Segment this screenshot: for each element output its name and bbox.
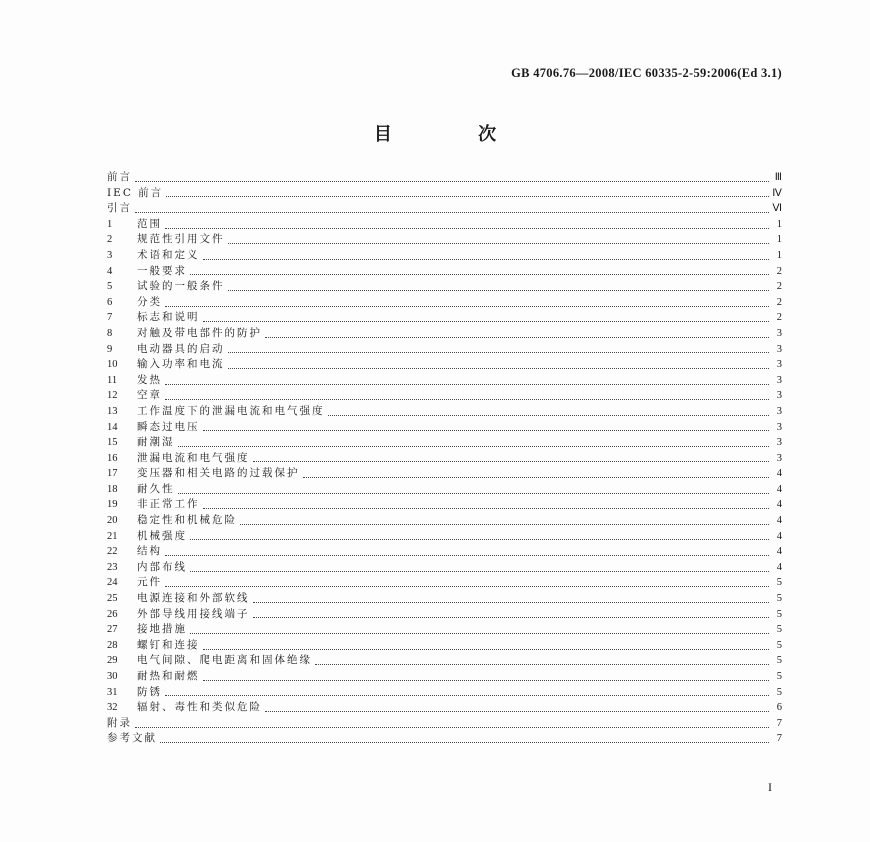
toc-entry-number: 23 — [107, 561, 118, 573]
toc-entry-number: 28 — [107, 639, 118, 651]
toc-entry-label: 工作温度下的泄漏电流和电气强度 — [137, 404, 325, 417]
toc-entry[interactable] — [107, 388, 782, 404]
toc-entry[interactable] — [107, 653, 782, 669]
toc-leader-dots — [240, 523, 769, 525]
toc-leader-dots — [135, 180, 769, 182]
toc-entry-number: 8 — [107, 327, 113, 339]
toc-entry-number: 11 — [107, 374, 118, 386]
toc-entry-label: 耐久性 — [137, 482, 175, 495]
toc-entry-label: 结构 — [137, 545, 162, 558]
toc-entry-label: 输入功率和电流 — [137, 358, 225, 371]
toc-entry-page: 5 — [776, 639, 782, 651]
table-of-contents — [107, 170, 782, 747]
toc-entry[interactable] — [107, 404, 782, 420]
toc-entry[interactable] — [107, 186, 782, 202]
toc-leader-dots — [165, 383, 769, 385]
toc-entry-number: 3 — [107, 249, 113, 261]
toc-entry[interactable] — [107, 232, 782, 248]
toc-entry[interactable] — [107, 638, 782, 654]
toc-entry-label: 空章 — [137, 389, 162, 402]
toc-entry-number: 30 — [107, 671, 118, 682]
toc-entry-number: 14 — [107, 421, 118, 433]
toc-entry-number: 27 — [107, 624, 118, 636]
toc-entry-page: 5 — [776, 577, 782, 589]
toc-entry-page: Ⅳ — [772, 187, 782, 199]
toc-leader-dots — [203, 679, 770, 681]
page-number: I — [768, 780, 772, 794]
toc-entry-page: 4 — [776, 530, 782, 542]
toc-entry-number: 10 — [107, 359, 118, 371]
toc-entry-number: 5 — [107, 281, 113, 293]
toc-leader-dots — [203, 507, 770, 509]
toc-entry[interactable] — [107, 482, 782, 498]
toc-entry-page: 3 — [776, 390, 782, 402]
toc-entry-page: 5 — [776, 671, 782, 682]
toc-entry[interactable] — [107, 279, 782, 295]
toc-leader-dots — [166, 195, 769, 197]
toc-entry-label: 规范性引用文件 — [137, 233, 225, 246]
toc-entry-label: 稳定性和机械危险 — [137, 514, 237, 527]
toc-entry-number: 17 — [107, 468, 118, 480]
toc-leader-dots — [160, 741, 769, 743]
toc-entry[interactable] — [107, 622, 782, 638]
toc-leader-dots — [178, 492, 770, 494]
toc-entry-page: 3 — [776, 343, 782, 355]
toc-entry[interactable] — [107, 435, 782, 451]
page-title: 目 次 — [373, 124, 537, 145]
toc-entry-page: 5 — [776, 608, 782, 620]
toc-entry-page: 4 — [776, 499, 782, 511]
toc-entry-page: 1 — [776, 234, 782, 246]
toc-entry[interactable] — [107, 326, 782, 342]
toc-entry[interactable] — [107, 497, 782, 513]
toc-entry-label: 瞬态过电压 — [137, 420, 200, 433]
toc-entry-label: 标志和说明 — [137, 311, 200, 324]
toc-leader-dots — [228, 367, 770, 369]
toc-entry-page: 1 — [776, 249, 782, 261]
toc-entry-number: 19 — [107, 499, 118, 511]
toc-entry-label: 对触及带电部件的防护 — [137, 326, 262, 339]
toc-entry[interactable] — [107, 607, 782, 623]
toc-entry-label: 发热 — [137, 373, 162, 386]
toc-leader-dots — [228, 351, 770, 353]
toc-entry-page: 2 — [776, 296, 782, 308]
toc-entry[interactable] — [107, 700, 782, 716]
toc-entry-page: 6 — [776, 702, 782, 714]
toc-entry-page: 4 — [776, 546, 782, 558]
toc-entry-number: 32 — [107, 702, 118, 714]
toc-leader-dots — [135, 211, 769, 213]
toc-entry[interactable] — [107, 575, 782, 591]
toc-leader-dots — [203, 320, 770, 322]
toc-entry[interactable] — [107, 201, 782, 217]
toc-leader-dots — [135, 726, 769, 728]
toc-entry-label: 范围 — [137, 217, 162, 230]
toc-entry-number: 24 — [107, 577, 118, 589]
toc-entry-label: 防锈 — [137, 685, 162, 698]
toc-leader-dots — [253, 616, 770, 618]
toc-entry[interactable] — [107, 373, 782, 389]
toc-entry-page: 2 — [776, 281, 782, 293]
toc-entry-page: 2 — [776, 312, 782, 324]
toc-entry-page: 1 — [776, 218, 782, 230]
toc-entry-label: 附录 — [107, 716, 132, 729]
toc-leader-dots — [203, 429, 770, 431]
toc-entry-page: 4 — [776, 561, 782, 573]
toc-entry-label: IEC 前言 — [107, 186, 164, 199]
toc-leader-dots — [228, 289, 770, 291]
toc-leader-dots — [165, 694, 769, 696]
toc-entry-number: 18 — [107, 483, 118, 495]
toc-leader-dots — [165, 554, 769, 556]
toc-leader-dots — [253, 460, 770, 462]
toc-leader-dots — [165, 227, 769, 229]
toc-entry-page: 3 — [776, 374, 782, 386]
toc-entry-label: 变压器和相关电路的过载保护 — [137, 467, 300, 480]
toc-entry-number: 21 — [107, 530, 118, 542]
toc-entry[interactable] — [107, 420, 782, 436]
toc-entry-label: 一般要求 — [137, 264, 187, 277]
toc-leader-dots — [203, 648, 770, 650]
toc-leader-dots — [190, 632, 769, 634]
toc-entry-page: 3 — [776, 421, 782, 433]
toc-leader-dots — [253, 601, 770, 603]
toc-entry[interactable] — [107, 357, 782, 373]
toc-entry-number: 20 — [107, 515, 118, 527]
toc-entry-page: 7 — [776, 717, 782, 729]
toc-leader-dots — [165, 305, 769, 307]
toc-entry-page: 4 — [776, 468, 782, 480]
toc-entry-page: 5 — [776, 593, 782, 605]
toc-entry[interactable] — [107, 170, 782, 186]
toc-entry[interactable] — [107, 451, 782, 467]
toc-entry-label: 非正常工作 — [137, 498, 200, 511]
toc-entry-page: 7 — [776, 733, 782, 745]
toc-entry-label: 元件 — [137, 576, 162, 589]
toc-entry-page: 3 — [776, 452, 782, 464]
toc-entry-label: 电动器具的启动 — [137, 342, 225, 355]
toc-entry-page: 5 — [776, 686, 782, 698]
toc-entry-label: 耐潮湿 — [137, 436, 175, 449]
toc-entry-number: 15 — [107, 437, 118, 449]
toc-entry[interactable] — [107, 591, 782, 607]
toc-entry-page: 5 — [776, 624, 782, 636]
toc-entry-label: 外部导线用接线端子 — [137, 607, 250, 620]
toc-entry[interactable] — [107, 731, 782, 747]
toc-entry-number: 4 — [107, 265, 113, 277]
toc-entry[interactable] — [107, 560, 782, 576]
toc-entry[interactable] — [107, 295, 782, 311]
toc-leader-dots — [228, 242, 770, 244]
toc-entry[interactable] — [107, 248, 782, 264]
toc-leader-dots — [265, 336, 769, 338]
toc-entry-label: 电源连接和外部软线 — [137, 592, 250, 605]
toc-entry-page: 3 — [776, 405, 782, 417]
toc-entry-number: 29 — [107, 655, 118, 667]
toc-entry-number: 6 — [107, 296, 113, 308]
toc-entry-number: 22 — [107, 546, 118, 558]
toc-entry[interactable] — [107, 685, 782, 701]
toc-leader-dots — [328, 414, 770, 416]
toc-entry-label: 接地措施 — [137, 623, 187, 636]
standard-code: GB 4706.76—2008/IEC 60335-2-59:2006(Ed 3.1) — [511, 66, 782, 80]
toc-entry-page: 3 — [776, 327, 782, 339]
toc-entry-label: 引言 — [107, 202, 132, 215]
toc-entry-number: 31 — [107, 686, 118, 698]
toc-entry-number: 12 — [107, 390, 118, 402]
toc-entry-number: 16 — [107, 452, 118, 464]
toc-entry-label: 耐热和耐燃 — [137, 670, 200, 682]
toc-leader-dots — [265, 710, 769, 712]
toc-entry[interactable] — [107, 217, 782, 233]
toc-entry[interactable] — [107, 466, 782, 482]
toc-entry-number: 25 — [107, 593, 118, 605]
toc-entry-label: 参考文献 — [107, 732, 157, 745]
toc-leader-dots — [190, 273, 769, 275]
toc-entry-page: Ⅲ — [774, 172, 782, 183]
toc-entry-label: 螺钉和连接 — [137, 638, 200, 651]
toc-entry[interactable] — [107, 544, 782, 560]
toc-leader-dots — [165, 398, 769, 400]
toc-entry-number: 26 — [107, 608, 118, 620]
toc-entry[interactable] — [107, 669, 782, 685]
toc-entry-label: 前言 — [107, 171, 132, 183]
toc-entry-label: 电气间隙、爬电距离和固体绝缘 — [137, 654, 312, 667]
toc-entry-label: 内部布线 — [137, 560, 187, 573]
toc-entry-page: 3 — [776, 437, 782, 449]
toc-entry-page: Ⅵ — [772, 203, 782, 215]
toc-leader-dots — [203, 258, 770, 260]
toc-entry-label: 试验的一般条件 — [137, 280, 225, 293]
toc-entry-label: 术语和定义 — [137, 248, 200, 261]
toc-entry-page: 3 — [776, 359, 782, 371]
toc-entry-label: 机械强度 — [137, 529, 187, 542]
toc-entry-label: 辐射、毒性和类似危险 — [137, 701, 262, 714]
toc-entry[interactable] — [107, 264, 782, 280]
toc-leader-dots — [303, 476, 770, 478]
toc-leader-dots — [178, 445, 770, 447]
toc-entry-page: 4 — [776, 483, 782, 495]
toc-entry-number: 7 — [107, 312, 113, 324]
toc-entry[interactable] — [107, 310, 782, 326]
toc-leader-dots — [190, 538, 769, 540]
toc-entry-number: 13 — [107, 405, 118, 417]
toc-entry-page: 2 — [776, 265, 782, 277]
toc-entry-number: 9 — [107, 343, 113, 355]
toc-entry[interactable] — [107, 716, 782, 732]
toc-entry-number: 2 — [107, 234, 113, 246]
toc-entry[interactable] — [107, 513, 782, 529]
toc-entry-label: 分类 — [137, 295, 162, 308]
toc-leader-dots — [190, 570, 769, 572]
toc-entry[interactable] — [107, 342, 782, 358]
toc-entry-page: 5 — [776, 655, 782, 667]
toc-entry-page: 4 — [776, 515, 782, 527]
toc-entry-label: 泄漏电流和电气强度 — [137, 451, 250, 464]
toc-entry-number: 1 — [107, 218, 113, 230]
toc-leader-dots — [315, 663, 769, 665]
toc-entry[interactable] — [107, 529, 782, 545]
toc-leader-dots — [165, 585, 769, 587]
